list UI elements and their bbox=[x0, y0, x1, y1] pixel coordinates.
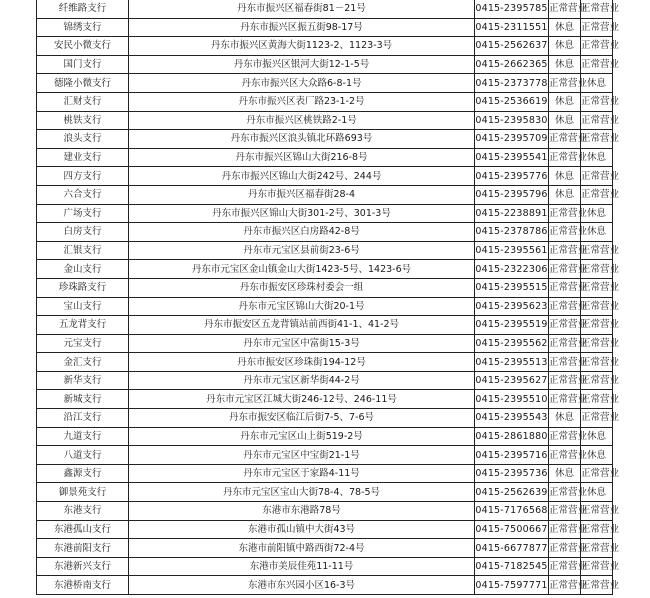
table-row bbox=[37, 37, 613, 56]
branch-name-cell: 金山支行 bbox=[37, 260, 129, 279]
weekend-status-cell: 正常营业 bbox=[581, 92, 613, 111]
branch-name-cell: 东港桥南支行 bbox=[37, 576, 129, 595]
weekday-status-cell: 正常营业 bbox=[549, 502, 581, 521]
branch-name-cell: 建业支行 bbox=[37, 148, 129, 167]
branch-address-cell: 丹东市振安区珍珠村委会一组 bbox=[129, 278, 475, 297]
branch-phone-cell: 0415-2536619 bbox=[475, 92, 549, 111]
branch-address-cell: 丹东市元宝区江城大街246-12号、246-11号 bbox=[129, 390, 475, 409]
weekend-status-cell: 正常营业 bbox=[581, 111, 613, 130]
table-row bbox=[37, 297, 613, 316]
branch-phone-cell: 0415-2395736 bbox=[475, 464, 549, 483]
weekend-status-cell: 正常营业 bbox=[581, 502, 613, 521]
branch-phone-cell: 0415-2562637 bbox=[475, 37, 549, 56]
branch-phone-cell: 0415-2395623 bbox=[475, 297, 549, 316]
weekday-status-cell: 正常营业 bbox=[549, 427, 581, 446]
weekday-status-cell: 休息 bbox=[549, 92, 581, 111]
weekend-status-cell: 休息 bbox=[581, 427, 613, 446]
weekday-status-cell: 正常营业 bbox=[549, 520, 581, 539]
table-row bbox=[37, 167, 613, 186]
weekday-status-cell: 正常营业 bbox=[549, 148, 581, 167]
table-row bbox=[37, 576, 613, 595]
table-row bbox=[37, 446, 613, 465]
branch-table bbox=[36, 0, 620, 595]
weekend-status-cell: 正常营业 bbox=[581, 278, 613, 297]
branch-phone-cell: 0415-2395776 bbox=[475, 167, 549, 186]
weekday-status-cell: 正常营业 bbox=[549, 371, 581, 390]
branch-phone-cell: 0415-2378786 bbox=[475, 223, 549, 242]
branch-phone-cell: 0415-7176568 bbox=[475, 502, 549, 521]
branch-name-cell: 新城支行 bbox=[37, 390, 129, 409]
weekday-status-cell: 正常营业 bbox=[549, 297, 581, 316]
weekend-status-cell: 正常营业 bbox=[581, 167, 613, 186]
table-row bbox=[37, 520, 613, 539]
weekday-status-cell: 正常营业 bbox=[549, 260, 581, 279]
branch-address-cell: 丹东市振兴区银河大街12-1-5号 bbox=[129, 55, 475, 74]
weekend-status-cell: 正常营业 bbox=[581, 0, 613, 18]
table-row bbox=[37, 539, 613, 558]
weekend-status-cell: 正常营业 bbox=[581, 353, 613, 372]
weekday-status-cell: 正常营业 bbox=[549, 241, 581, 260]
branch-phone-cell: 0415-2395709 bbox=[475, 130, 549, 149]
weekday-status-cell: 正常营业 bbox=[549, 130, 581, 149]
table-row bbox=[37, 223, 613, 242]
weekend-status-cell: 正常营业 bbox=[581, 18, 613, 37]
weekend-status-cell: 正常营业 bbox=[581, 241, 613, 260]
branch-phone-cell: 0415-2395796 bbox=[475, 185, 549, 204]
table-row bbox=[37, 316, 613, 335]
branch-phone-cell: 0415-2395515 bbox=[475, 278, 549, 297]
weekend-status-cell: 正常营业 bbox=[581, 464, 613, 483]
branch-address-cell: 丹东市元宝区中富街15-3号 bbox=[129, 334, 475, 353]
branch-address-cell: 丹东市元宝区于家路4-11号 bbox=[129, 464, 475, 483]
table-row bbox=[37, 92, 613, 111]
branch-address-cell: 丹东市振兴区锦山大街301-2号、301-3号 bbox=[129, 204, 475, 223]
branch-name-cell: 国门支行 bbox=[37, 55, 129, 74]
branch-phone-cell: 0415-2395785 bbox=[475, 0, 549, 18]
table-row bbox=[37, 353, 613, 372]
branch-name-cell: 元宝支行 bbox=[37, 334, 129, 353]
branch-address-cell: 丹东市振兴区浪头镇北环路693号 bbox=[129, 130, 475, 149]
table-row bbox=[37, 334, 613, 353]
branch-address-cell: 丹东市振兴区锦山大街242号、244号 bbox=[129, 167, 475, 186]
weekend-status-cell: 正常营业 bbox=[581, 185, 613, 204]
table-row bbox=[37, 204, 613, 223]
weekend-status-cell: 休息 bbox=[581, 148, 613, 167]
weekday-status-cell: 休息 bbox=[549, 111, 581, 130]
branch-phone-cell: 0415-2373778 bbox=[475, 74, 549, 93]
branch-phone-cell: 0415-2311551 bbox=[475, 18, 549, 37]
branch-name-cell: 东港前阳支行 bbox=[37, 539, 129, 558]
table-row bbox=[37, 260, 613, 279]
weekday-status-cell: 正常营业 bbox=[549, 539, 581, 558]
table-row bbox=[37, 0, 613, 18]
branch-phone-cell: 0415-2322306 bbox=[475, 260, 549, 279]
branch-table-wrapper bbox=[36, 0, 620, 595]
weekend-status-cell: 休息 bbox=[581, 74, 613, 93]
table-row bbox=[37, 427, 613, 446]
branch-name-cell: 汇财支行 bbox=[37, 92, 129, 111]
branch-address-cell: 丹东市振兴区黄海大街1123-2、1123-3号 bbox=[129, 37, 475, 56]
branch-phone-cell: 0415-2395830 bbox=[475, 111, 549, 130]
weekend-status-cell: 正常营业 bbox=[581, 520, 613, 539]
branch-phone-cell: 0415-2562639 bbox=[475, 483, 549, 502]
weekend-status-cell: 正常营业 bbox=[581, 409, 613, 428]
branch-phone-cell: 0415-7182545 bbox=[475, 557, 549, 576]
branch-address-cell: 丹东市振兴区锦山大街216-8号 bbox=[129, 148, 475, 167]
weekday-status-cell: 正常营业 bbox=[549, 278, 581, 297]
weekend-status-cell: 正常营业 bbox=[581, 260, 613, 279]
weekend-status-cell: 正常营业 bbox=[581, 334, 613, 353]
weekend-status-cell: 休息 bbox=[581, 204, 613, 223]
branch-phone-cell: 0415-2395562 bbox=[475, 334, 549, 353]
branch-address-cell: 丹东市元宝区中宝街21-1号 bbox=[129, 446, 475, 465]
table-row bbox=[37, 241, 613, 260]
table-row bbox=[37, 557, 613, 576]
branch-name-cell: 白房支行 bbox=[37, 223, 129, 242]
branch-address-cell: 丹东市振兴区振五街98-17号 bbox=[129, 18, 475, 37]
branch-phone-cell: 0415-2395627 bbox=[475, 371, 549, 390]
branch-address-cell: 丹东市元宝区金山镇金山大街1423-5号、1423-6号 bbox=[129, 260, 475, 279]
branch-phone-cell: 0415-2662365 bbox=[475, 55, 549, 74]
branch-address-cell: 丹东市元宝区锦山大街20-1号 bbox=[129, 297, 475, 316]
branch-phone-cell: 0415-2238891 bbox=[475, 204, 549, 223]
branch-address-cell: 丹东市振安区五龙背镇站前西街41-1、41-2号 bbox=[129, 316, 475, 335]
branch-address-cell: 丹东市元宝区新华街44-2号 bbox=[129, 371, 475, 390]
table-row bbox=[37, 148, 613, 167]
branch-name-cell: 鑫源支行 bbox=[37, 464, 129, 483]
weekend-status-cell: 正常营业 bbox=[581, 316, 613, 335]
branch-name-cell: 新华支行 bbox=[37, 371, 129, 390]
weekday-status-cell: 休息 bbox=[549, 409, 581, 428]
branch-name-cell: 桃铁支行 bbox=[37, 111, 129, 130]
table-row bbox=[37, 130, 613, 149]
branch-address-cell: 丹东市振兴区大众路6-8-1号 bbox=[129, 74, 475, 93]
table-row bbox=[37, 278, 613, 297]
weekday-status-cell: 正常营业 bbox=[549, 390, 581, 409]
branch-address-cell: 丹东市振兴区福春街81－21号 bbox=[129, 0, 475, 18]
branch-table-body bbox=[37, 0, 620, 595]
table-row bbox=[37, 409, 613, 428]
branch-phone-cell: 0415-2395519 bbox=[475, 316, 549, 335]
weekday-status-cell: 休息 bbox=[549, 167, 581, 186]
weekday-status-cell: 正常营业 bbox=[549, 353, 581, 372]
branch-name-cell: 广场支行 bbox=[37, 204, 129, 223]
branch-address-cell: 东港市美辰佳苑11-11号 bbox=[129, 557, 475, 576]
branch-name-cell: 御景苑支行 bbox=[37, 483, 129, 502]
table-row bbox=[37, 111, 613, 130]
table-row bbox=[37, 502, 613, 521]
branch-name-cell: 四方支行 bbox=[37, 167, 129, 186]
branch-phone-cell: 0415-2861880 bbox=[475, 427, 549, 446]
branch-phone-cell: 0415-7597771 bbox=[475, 576, 549, 595]
table-row bbox=[37, 464, 613, 483]
branch-name-cell: 德隆小微支行 bbox=[37, 74, 129, 93]
weekend-status-cell: 正常营业 bbox=[581, 390, 613, 409]
branch-address-cell: 丹东市元宝区宝山大街78-4、78-5号 bbox=[129, 483, 475, 502]
table-row bbox=[37, 371, 613, 390]
branch-address-cell: 丹东市振兴区桃铁路2-1号 bbox=[129, 111, 475, 130]
branch-name-cell: 沿江支行 bbox=[37, 409, 129, 428]
weekday-status-cell: 休息 bbox=[549, 55, 581, 74]
branch-phone-cell: 0415-7500667 bbox=[475, 520, 549, 539]
weekday-status-cell: 正常营业 bbox=[549, 316, 581, 335]
weekend-status-cell: 正常营业 bbox=[581, 576, 613, 595]
branch-phone-cell: 0415-2395561 bbox=[475, 241, 549, 260]
weekday-status-cell: 正常营业 bbox=[549, 576, 581, 595]
weekday-status-cell: 正常营业 bbox=[549, 446, 581, 465]
branch-name-cell: 东港孤山支行 bbox=[37, 520, 129, 539]
branch-address-cell: 东港市东兴园小区16-3号 bbox=[129, 576, 475, 595]
weekend-status-cell: 正常营业 bbox=[581, 297, 613, 316]
branch-name-cell: 汇银支行 bbox=[37, 241, 129, 260]
branch-name-cell: 五龙背支行 bbox=[37, 316, 129, 335]
weekday-status-cell: 正常营业 bbox=[549, 0, 581, 18]
weekday-status-cell: 正常营业 bbox=[549, 483, 581, 502]
weekday-status-cell: 正常营业 bbox=[549, 334, 581, 353]
branch-name-cell: 锦绣支行 bbox=[37, 18, 129, 37]
branch-address-cell: 东港市东港路78号 bbox=[129, 502, 475, 521]
branch-name-cell: 九道支行 bbox=[37, 427, 129, 446]
branch-name-cell: 八道支行 bbox=[37, 446, 129, 465]
branch-name-cell: 东港支行 bbox=[37, 502, 129, 521]
branch-name-cell: 金汇支行 bbox=[37, 353, 129, 372]
table-row bbox=[37, 55, 613, 74]
table-row bbox=[37, 74, 613, 93]
weekday-status-cell: 正常营业 bbox=[549, 223, 581, 242]
weekend-status-cell: 休息 bbox=[581, 483, 613, 502]
branch-name-cell: 珍珠路支行 bbox=[37, 278, 129, 297]
branch-address-cell: 丹东市振安区珍珠街194-12号 bbox=[129, 353, 475, 372]
branch-address-cell: 丹东市元宝区山上街519-2号 bbox=[129, 427, 475, 446]
table-row bbox=[37, 483, 613, 502]
weekend-status-cell: 正常营业 bbox=[581, 55, 613, 74]
weekday-status-cell: 正常营业 bbox=[549, 557, 581, 576]
branch-address-cell: 丹东市振兴区表厂路23-1-2号 bbox=[129, 92, 475, 111]
branch-phone-cell: 0415-2395513 bbox=[475, 353, 549, 372]
branch-address-cell: 东港市前阳镇中路西街72-4号 bbox=[129, 539, 475, 558]
weekday-status-cell: 休息 bbox=[549, 37, 581, 56]
weekend-status-cell: 正常营业 bbox=[581, 371, 613, 390]
branch-address-cell: 东港市孤山镇中大街43号 bbox=[129, 520, 475, 539]
weekend-status-cell: 正常营业 bbox=[581, 539, 613, 558]
weekend-status-cell: 正常营业 bbox=[581, 557, 613, 576]
weekday-status-cell: 休息 bbox=[549, 185, 581, 204]
branch-phone-cell: 0415-2395543 bbox=[475, 409, 549, 428]
weekday-status-cell: 正常营业 bbox=[549, 204, 581, 223]
branch-name-cell: 六合支行 bbox=[37, 185, 129, 204]
branch-name-cell: 安民小微支行 bbox=[37, 37, 129, 56]
table-row bbox=[37, 18, 613, 37]
weekend-status-cell: 正常营业 bbox=[581, 130, 613, 149]
weekday-status-cell: 休息 bbox=[549, 18, 581, 37]
branch-address-cell: 丹东市元宝区县前街23-6号 bbox=[129, 241, 475, 260]
branch-phone-cell: 0415-2395510 bbox=[475, 390, 549, 409]
branch-name-cell: 宝山支行 bbox=[37, 297, 129, 316]
weekend-status-cell: 休息 bbox=[581, 446, 613, 465]
branch-name-cell: 纤维路支行 bbox=[37, 0, 129, 18]
branch-phone-cell: 0415-2395541 bbox=[475, 148, 549, 167]
weekday-status-cell: 正常营业 bbox=[549, 74, 581, 93]
table-row bbox=[37, 185, 613, 204]
branch-address-cell: 丹东市振兴区白房路42-8号 bbox=[129, 223, 475, 242]
branch-name-cell: 浪头支行 bbox=[37, 130, 129, 149]
branch-name-cell: 东港新兴支行 bbox=[37, 557, 129, 576]
weekend-status-cell: 休息 bbox=[581, 223, 613, 242]
table-row bbox=[37, 390, 613, 409]
weekend-status-cell: 正常营业 bbox=[581, 37, 613, 56]
branch-phone-cell: 0415-2395716 bbox=[475, 446, 549, 465]
branch-phone-cell: 0415-6677877 bbox=[475, 539, 549, 558]
branch-address-cell: 丹东市振安区临江后街7-5、7-6号 bbox=[129, 409, 475, 428]
branch-address-cell: 丹东市振兴区福春街28-4 bbox=[129, 185, 475, 204]
weekday-status-cell: 休息 bbox=[549, 464, 581, 483]
